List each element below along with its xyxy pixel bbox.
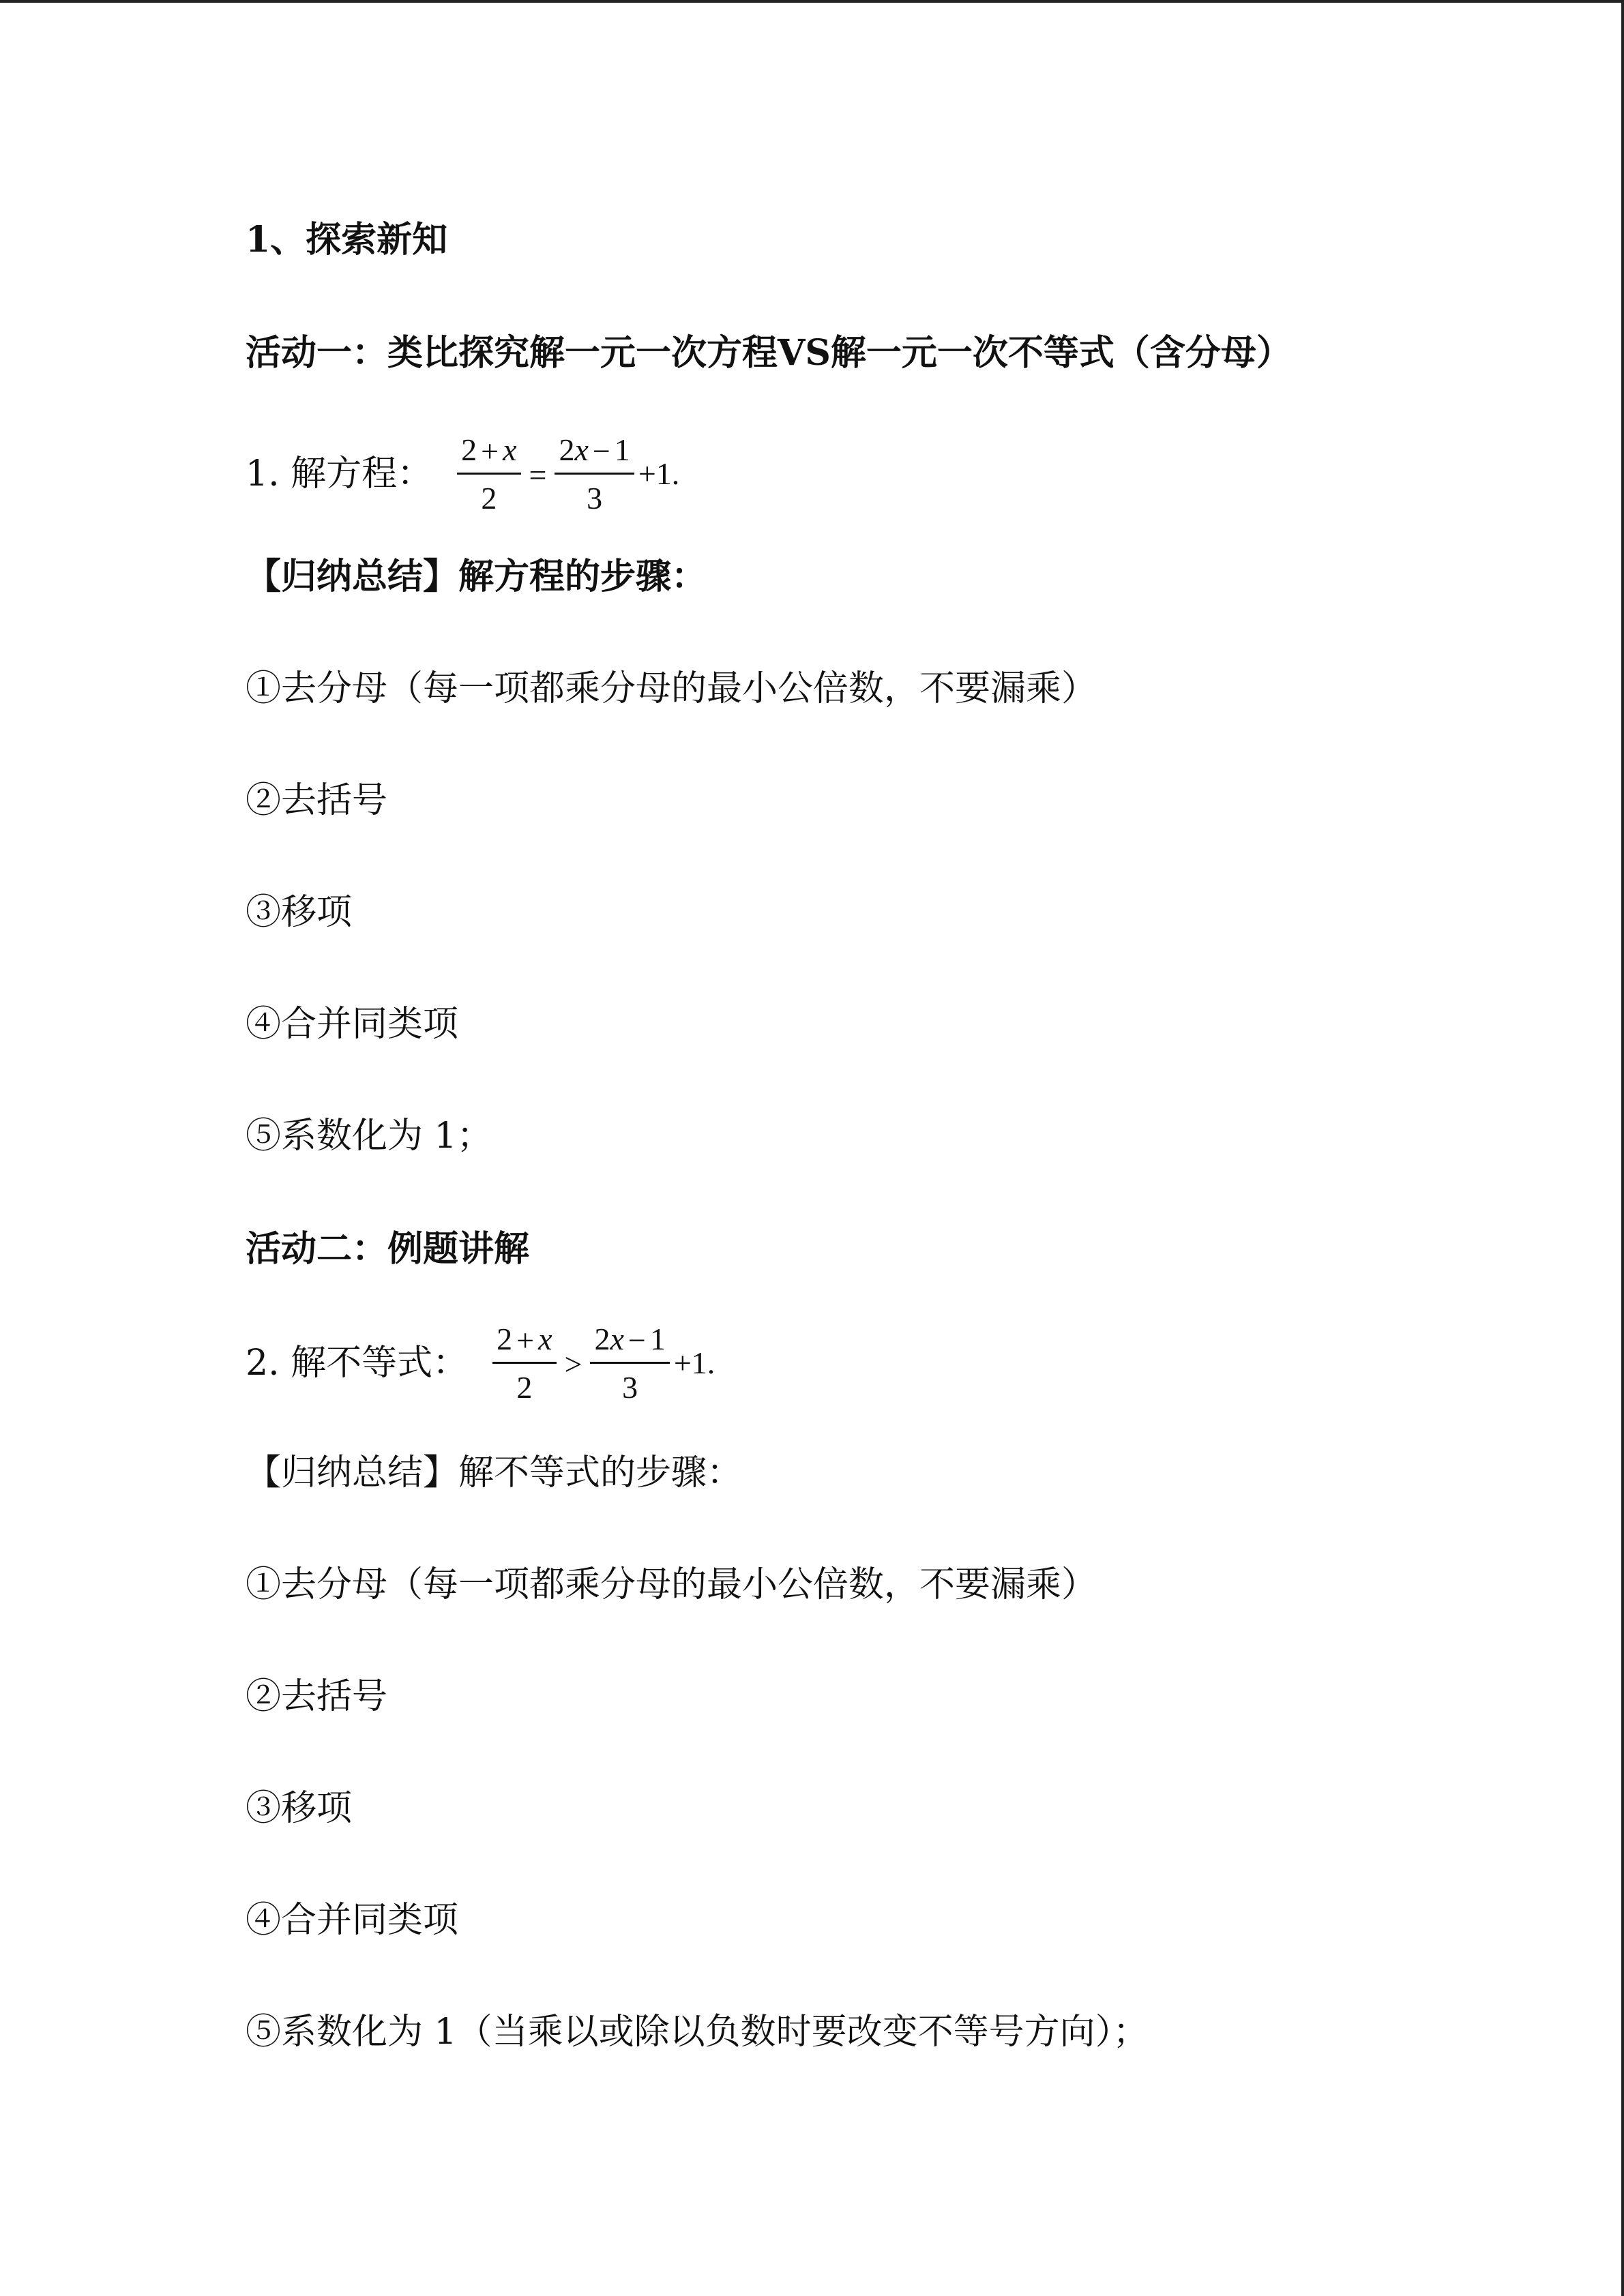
- summary-2-step: ①去分母（每一项都乘分母的最小公倍数，不要漏乘）: [246, 1564, 1097, 1605]
- section-title: 1、探索新知: [246, 219, 448, 260]
- summary-1-step: ③移项: [246, 892, 353, 933]
- summary-2-step: ③移项: [246, 1788, 353, 1829]
- summary-2-step: ②去括号: [246, 1676, 388, 1717]
- equation-1-lhs-fraction: $\frac{2 + x}{2}$: [457, 434, 520, 514]
- summary-2-title: 【归纳总结】解不等式的步骤：: [246, 1452, 743, 1493]
- problem-2-label: 2. 解不等式：: [246, 1343, 469, 1384]
- summary-2-step: ⑤系数化为 1（当乘以或除以负数时要改变不等号方向）；: [246, 2012, 1149, 2053]
- equation-1-relation: =: [529, 458, 547, 492]
- activity-2-title: 活动二：例题讲解: [246, 1228, 530, 1270]
- problem-2: [246, 1321, 715, 1405]
- summary-1-step: ①去分母（每一项都乘分母的最小公倍数，不要漏乘）: [246, 668, 1097, 709]
- inequality-2-rhs-fraction: $\frac{2x - 1}{3}$: [590, 1324, 669, 1403]
- problem-1-label: 1. 解方程：: [246, 453, 433, 494]
- page-top-border: [0, 0, 1624, 3]
- equation-1-rhs-fraction: $\frac{2x - 1}{3}$: [555, 434, 634, 514]
- equation-1: [453, 434, 679, 514]
- summary-1-step: ②去括号: [246, 780, 388, 821]
- activity-1-title: 活动一：类比探究解一元一次方程VS解一元一次不等式（含分母）: [246, 332, 1292, 374]
- summary-1-step: ④合并同类项: [246, 1004, 459, 1045]
- summary-2-step: ④合并同类项: [246, 1900, 459, 1941]
- inequality-2-tail: +1.: [673, 1345, 715, 1380]
- problem-1: [246, 432, 680, 516]
- summary-1-title: 【归纳总结】解方程的步骤：: [246, 556, 707, 597]
- inequality-2-relation: >: [564, 1347, 582, 1382]
- inequality-2: [488, 1321, 715, 1405]
- page-right-border: [1621, 0, 1624, 2296]
- inequality-2-lhs-fraction: $\frac{2 + x}{2}$: [492, 1324, 556, 1403]
- summary-1-step: ⑤系数化为 1；: [246, 1116, 492, 1157]
- equation-1-tail: +1.: [638, 456, 680, 491]
